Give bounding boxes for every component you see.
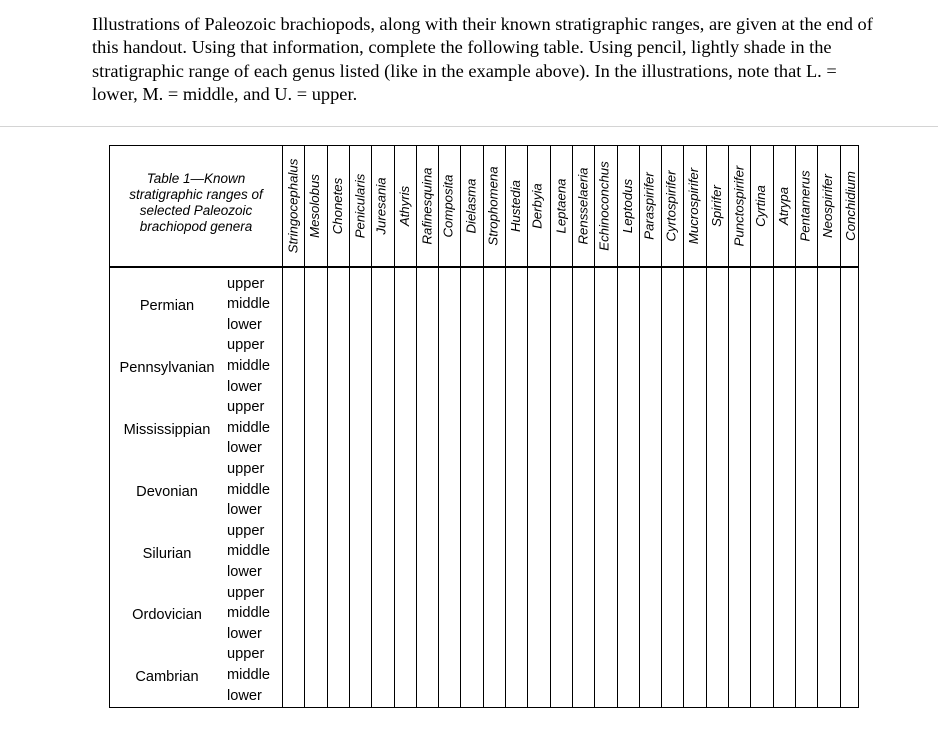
period-label: Devonian: [136, 484, 198, 500]
genus-header: [750, 149, 772, 263]
genus-name: Punctospirifer: [731, 165, 747, 247]
genus-header: [483, 149, 505, 263]
genus-name: Athyris: [397, 185, 412, 227]
subdivision-label: middle: [227, 543, 270, 559]
genus-header: [371, 149, 393, 263]
subdivision-label: lower: [227, 626, 262, 642]
period-label: Mississippian: [123, 422, 211, 438]
genus-header: [550, 149, 572, 263]
subdivision-label: middle: [227, 667, 270, 683]
genus-name: Mucrospirifer: [686, 167, 701, 245]
subdivision-label: upper: [227, 399, 265, 415]
genus-name: Composita: [441, 174, 457, 238]
subdivision-label: upper: [227, 461, 265, 477]
subdivision-label: upper: [227, 337, 265, 353]
genus-header: [572, 149, 594, 263]
subdivision-label: middle: [227, 358, 270, 374]
subdivision-label: lower: [227, 502, 262, 518]
subdivision-label: middle: [227, 420, 270, 436]
genus-name: Mesolobus: [307, 174, 322, 238]
genus-name: Hustedia: [508, 179, 523, 233]
header-divider: [109, 266, 859, 268]
genus-name: Rafinesquina: [419, 167, 435, 245]
genus-name: Juresania: [374, 177, 389, 235]
genus-header: [327, 149, 349, 263]
genus-name: Stringocephalus: [285, 158, 301, 254]
genus-name: Leptaena: [553, 178, 569, 234]
genus-name: Rensselaeria: [575, 167, 590, 245]
stratigraphic-range-table: [109, 145, 859, 708]
genus-header: [394, 149, 416, 263]
genus-header: [617, 149, 639, 263]
genus-name: Derbyia: [530, 183, 546, 229]
genus-header: [661, 149, 683, 263]
genus-header: [527, 149, 549, 263]
genus-name: Neospirifer: [820, 174, 836, 238]
genus-name: Pentamerus: [798, 170, 814, 242]
genus-header: [349, 149, 371, 263]
genus-name: Leptodus: [620, 178, 636, 234]
genus-name: Penicularis: [352, 173, 368, 239]
period-label: Cambrian: [135, 669, 199, 685]
genus-header: [416, 149, 438, 263]
subdivision-label: middle: [227, 482, 270, 498]
genus-header: [460, 149, 482, 263]
period-label: Silurian: [142, 546, 192, 562]
subdivision-label: lower: [227, 564, 262, 580]
genus-header: [795, 149, 817, 263]
subdivision-label: upper: [227, 585, 265, 601]
genus-header: [304, 149, 326, 263]
subdivision-label: middle: [227, 605, 270, 621]
period-label: Pennsylvanian: [119, 360, 215, 376]
instructions-paragraph: Illustrations of Paleozoic brachiopods, along with their known stratigraphic ranges, are given at the end of this handout. Using that information, complete the following table. Using pencil, lightly shade in the stratigraphic range of each genus listed (like in the example above). In the illustrations, note that L. = lower, M. = middle, and U. = upper.: [92, 14, 873, 104]
genus-name: Dielasma: [463, 178, 478, 234]
genus-name: Paraspirifer: [642, 172, 657, 240]
genus-name: Cyrtospirifer: [664, 170, 680, 242]
subdivision-label: upper: [227, 646, 265, 662]
genus-name: Conchidium: [843, 171, 859, 241]
subdivision-label: lower: [227, 440, 262, 456]
genus-name: Echinoconchus: [597, 161, 613, 251]
genus-header: [438, 149, 460, 263]
subdivision-label: lower: [227, 317, 262, 333]
subdivision-label: lower: [227, 688, 262, 704]
period-label: Ordovician: [132, 607, 202, 623]
genus-header: [639, 149, 661, 263]
genus-header: [505, 149, 527, 263]
genus-name: Cyrtina: [753, 185, 768, 227]
genus-header: [594, 149, 616, 263]
genus-header: [282, 149, 304, 263]
subdivision-label: upper: [227, 523, 265, 539]
genus-header: [840, 149, 862, 263]
genus-name: Atrypa: [776, 186, 791, 226]
separator-line: [0, 126, 938, 127]
genus-header: [728, 149, 750, 263]
genus-name: Strophomena: [486, 166, 501, 246]
period-label: Permian: [139, 298, 195, 314]
genus-header: [773, 149, 795, 263]
table-caption: Table 1—Known stratigraphic ranges of selected Paleozoic brachiopod genera: [129, 171, 263, 234]
genus-name: Spirifer: [709, 185, 724, 227]
genus-header: [817, 149, 839, 263]
subdivision-label: lower: [227, 379, 262, 395]
genus-header: [706, 149, 728, 263]
genus-header: [683, 149, 705, 263]
subdivision-label: upper: [227, 276, 265, 292]
subdivision-label: middle: [227, 296, 270, 312]
genus-name: Chonetes: [330, 177, 346, 235]
